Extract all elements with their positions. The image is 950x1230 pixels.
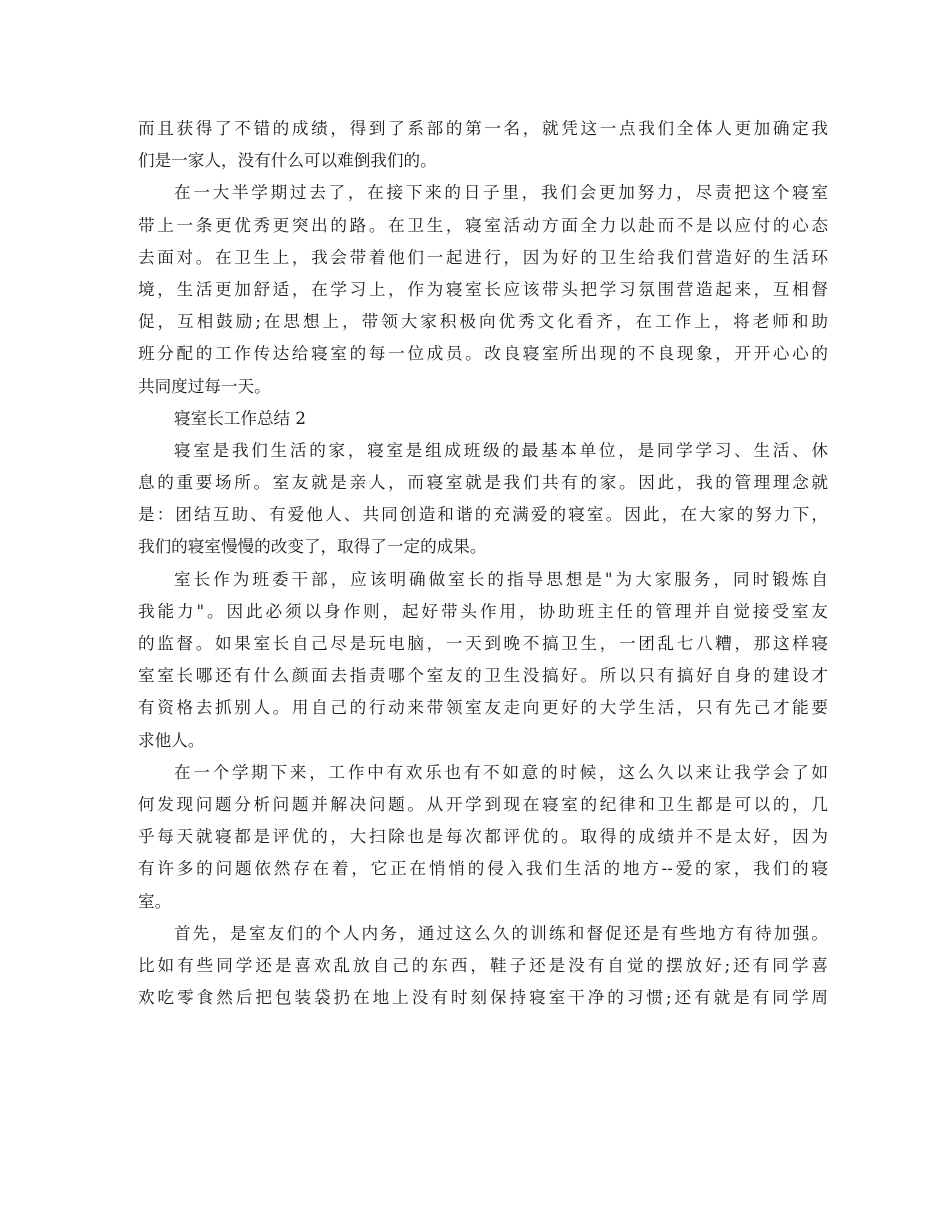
text-line: 乎每天就寝都是评优的，大扫除也是每次都评优的。取得的成绩并不是太好，因为 [138,827,828,847]
paragraph [138,918,828,1015]
document-body [138,113,828,1014]
paragraph [138,177,828,402]
heading-text: 寝室长工作总结 2 [174,408,306,428]
text-line: 比如有些同学还是喜欢乱放自己的东西，鞋子还是没有自觉的摆放好;还有同学喜 [138,955,828,975]
text-line: 而且获得了不错的成绩，得到了系部的第一名，就凭这一点我们全体人更加确定我 [138,119,828,138]
text-line: 在一个学期下来，工作中有欢乐也有不如意的时候，这么久以来让我学会了如 [174,762,828,782]
text-line: 在一大半学期过去了，在接下来的日子里，我们会更加努力，尽责把这个寝室 [174,183,828,203]
text-line: 有许多的问题依然存在着，它正在悄悄的侵入我们生活的地方--爱的家，我们的寝 [138,859,828,879]
text-line: 带上一条更优秀更突出的路。在卫生，寝室活动方面全力以赴而不是以应付的心态 [138,215,828,235]
paragraph [138,757,828,918]
text-line: 首先，是室友们的个人内务，通过这么久的训练和督促还是有些地方有待加强。 [174,923,828,943]
text-line: 们是一家人，没有什么可以难倒我们的。 [138,151,437,171]
paragraph [138,564,828,757]
text-line: 的监督。如果室长自己尽是玩电脑，一天到晚不搞卫生，一团乱七八糟，那这样寝 [138,634,828,653]
text-line: 我们的寝室慢慢的改变了，取得了一定的成果。 [138,537,487,557]
text-line: 促，互相鼓励;在思想上，带领大家积极向优秀文化看齐，在工作上，将老师和助 [138,312,828,332]
text-line: 欢吃零食然后把包装袋扔在地上没有时刻保持寝室干净的习惯;还有就是有同学周 [138,988,828,1008]
text-line: 室室长哪还有什么颜面去指责哪个室友的卫生没搞好。所以只有搞好自身的建设才 [138,666,828,686]
section-heading [138,403,828,435]
text-line: 息的重要场所。室友就是亲人，而寝室就是我们共有的家。因此，我的管理理念就 [138,473,828,493]
text-line: 去面对。在卫生上，我会带着他们一起进行，因为好的卫生给我们营造好的生活环 [138,247,828,267]
text-line: 室。 [138,891,172,911]
paragraph [138,113,828,177]
text-line: 共同度过每一天。 [138,376,271,396]
text-line: 我能力"。因此必须以身作则，起好带头作用，协助班主任的管理并自觉接受室友 [138,601,828,621]
text-line: 寝室是我们生活的家，寝室是组成班级的最基本单位，是同学学习、生活、休 [174,440,828,460]
text-line: 境，生活更加舒适，在学习上，作为寝室长应该带头把学习氛围营造起来，互相督 [138,279,828,299]
text-line: 求他人。 [138,730,205,750]
text-line: 何发现问题分析问题并解决问题。从开学到现在寝室的纪律和卫生都是可以的，几 [138,794,828,814]
text-line: 是：团结互助、有爱他人、共同创造和谐的充满爱的寝室。因此，在大家的努力下， [138,505,828,525]
text-line: 班分配的工作传达给寝室的每一位成员。改良寝室所出现的不良现象，开开心心的 [138,344,828,364]
paragraph [138,435,828,564]
text-line: 有资格去抓别人。用自己的行动来带领室友走向更好的大学生活，只有先己才能要 [138,698,828,718]
text-line: 室长作为班委干部，应该明确做室长的指导思想是"为大家服务，同时锻炼自 [174,569,828,589]
